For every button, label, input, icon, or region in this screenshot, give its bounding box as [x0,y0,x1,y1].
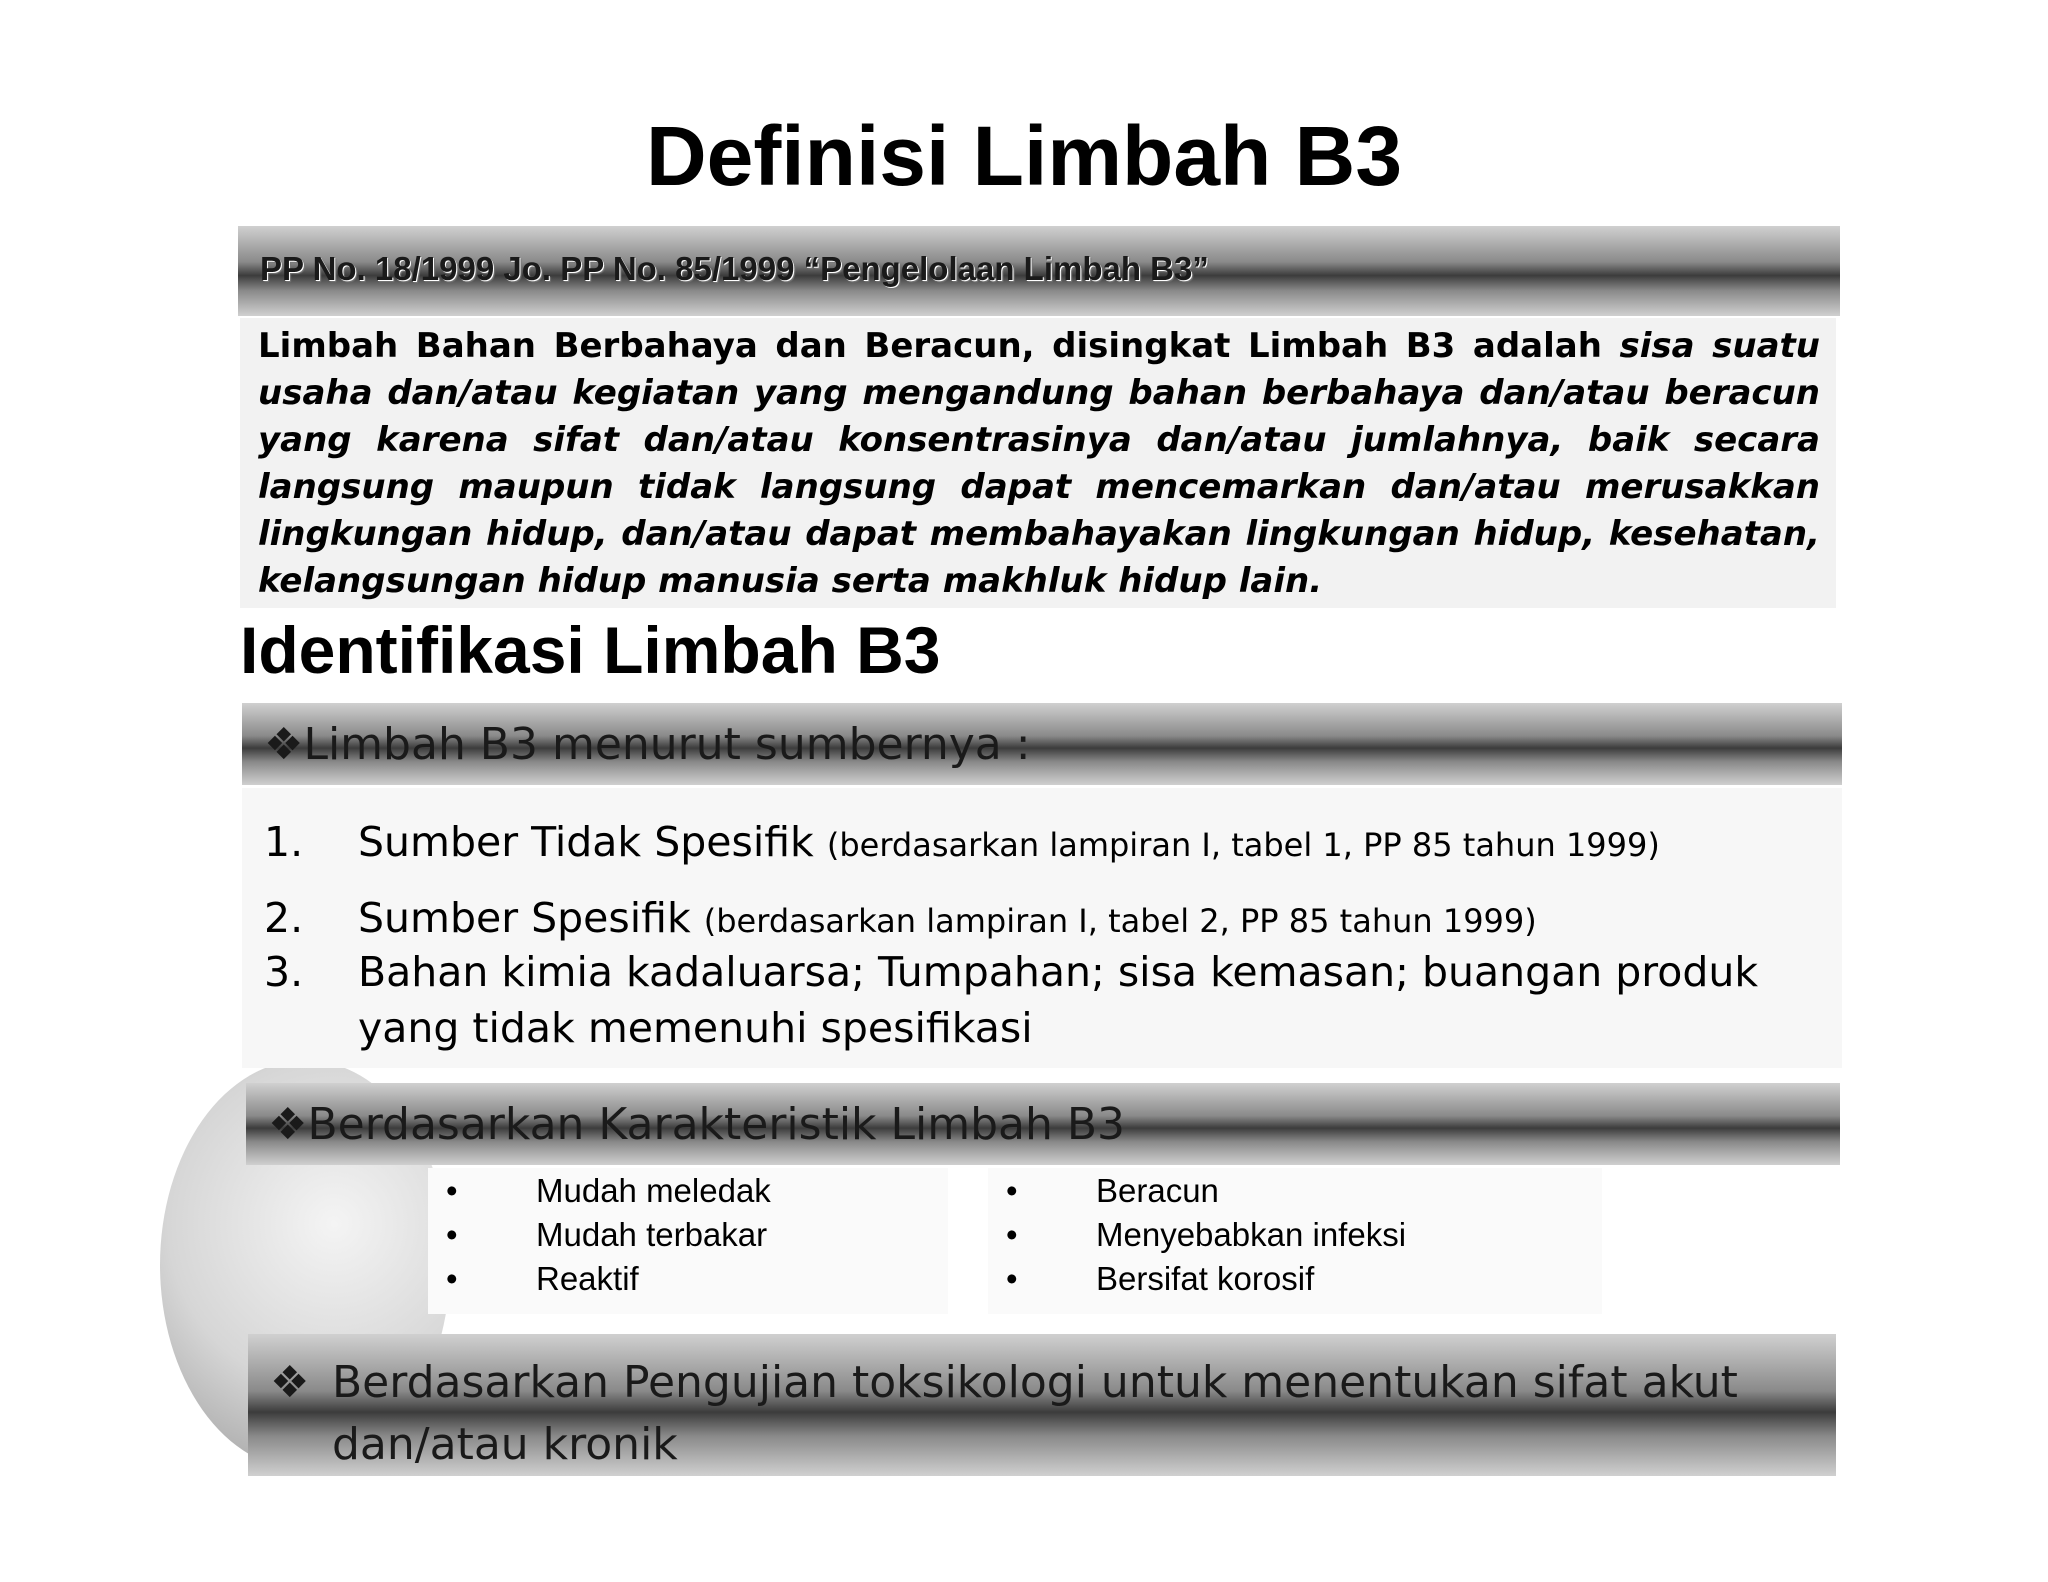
list-item-continuation: yang tidak memenuhi spesifikasi [358,1004,1033,1052]
definition-panel [240,318,1836,608]
characteristics-right-panel: • Beracun • Menyebabkan infeksi • Bersifat korosif [988,1168,1602,1314]
list-item-main: Sumber Spesifik [358,894,691,942]
bullet: • [1006,1216,1018,1253]
bullet: • [1006,1172,1018,1209]
list-item-note: (berdasarkan lampiran I, tabel 1, PP 85 tahun 1999) [826,826,1660,864]
definition-text [240,318,1836,605]
identification-title: Identifikasi Limbah B3 [240,613,941,687]
list-item-note: (berdasarkan lampiran I, tabel 2, PP 85 tahun 1999) [703,902,1537,940]
diamond-icon: ❖ [270,1357,310,1408]
bullet: • [1006,1260,1018,1297]
bullet: • [446,1172,458,1209]
toxicology-heading [270,1352,1810,1476]
source-list [242,788,1842,1068]
definition-italic: sisa suatu usaha dan/atau kegiatan yang mengandung bahan berbahaya dan/atau beracun yang karena sifat dan/atau konsentrasinya dan/atau jumlahnya, baik secara langsung maupun tidak langsung dapat mencemarkan dan/atau merusakkan lingkungan hidup, dan/atau dapat membahayakan lingkungan hidup, kesehatan, kelangsungan hidup manusia serta makhluk hidup lain. [258,326,1820,601]
toxicology-text: Berdasarkan Pengujian toksikologi untuk menentukan sifat akut dan/atau kronik [332,1357,1738,1470]
regulation-banner [238,226,1840,316]
source-heading: ❖Limbah B3 menurut sumbernya : [264,719,1031,770]
characteristics-banner [246,1083,1840,1165]
toxicology-banner [248,1334,1836,1476]
characteristics-left-panel: • Mudah meledak • Mudah terbakar • Reaktif [428,1168,948,1314]
list-item-main: Bahan kimia kadaluarsa; Tumpahan; sisa kemasan; buangan produk [358,948,1759,996]
list-number: 1. [264,818,304,866]
characteristics-heading: ❖Berdasarkan Karakteristik Limbah B3 [268,1099,1126,1150]
definition-lead: Limbah Bahan Berbahaya dan Beracun, disingkat Limbah B3 adalah [258,326,1620,366]
list-number: 3. [264,948,304,996]
source-banner [242,703,1842,785]
regulation-text: PP No. 18/1999 Jo. PP No. 85/1999 “Pengelolaan Limbah B3” [260,250,1209,287]
list-item-main: Sumber Tidak Spesifik [358,818,814,866]
bullet: • [446,1260,458,1297]
page-title: Definisi Limbah B3 [645,109,1403,203]
list-number: 2. [264,894,304,942]
bullet: • [446,1216,458,1253]
